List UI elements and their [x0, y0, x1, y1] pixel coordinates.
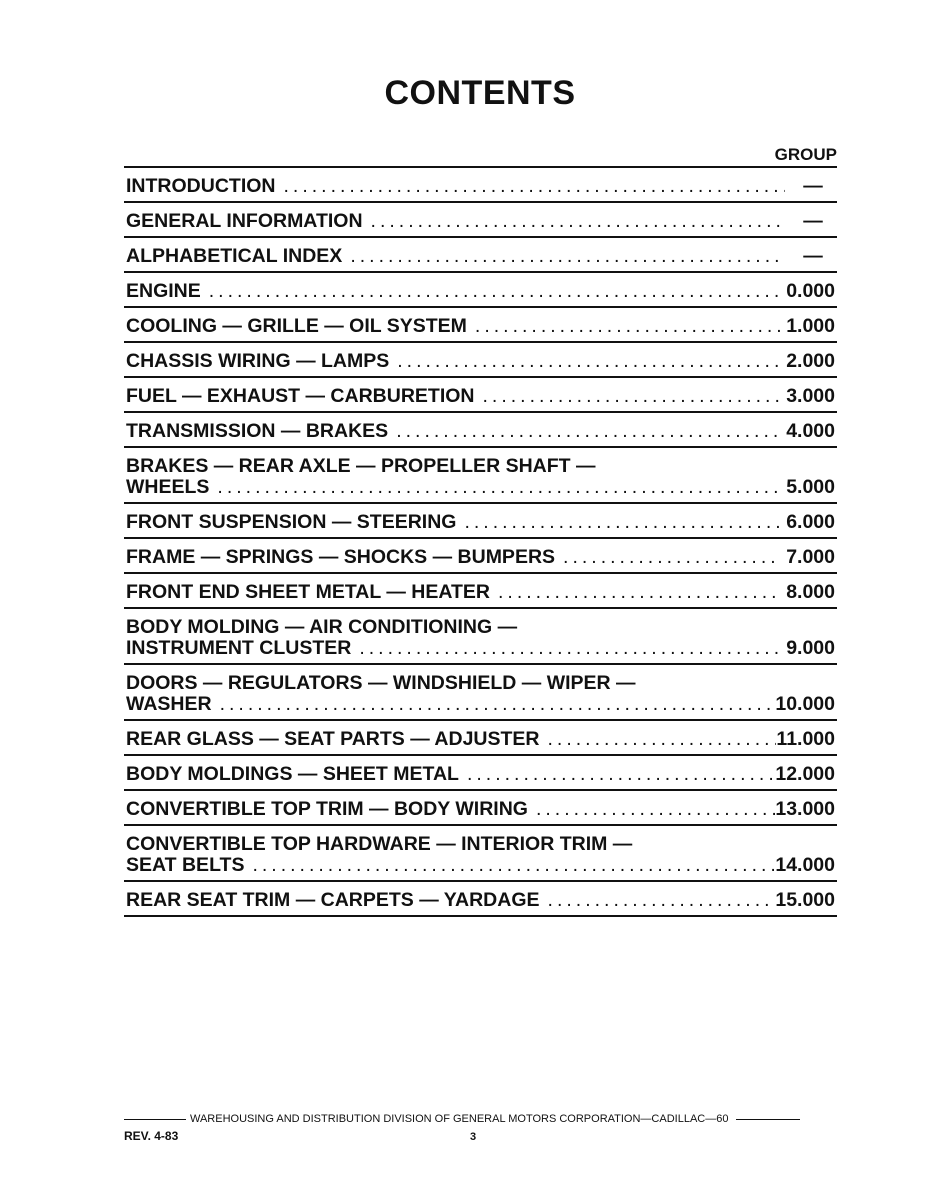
toc-row [124, 824, 837, 880]
dot-leader [397, 351, 781, 372]
toc-entry-line [126, 799, 835, 820]
toc-row [124, 789, 837, 824]
toc-entry-group-number: 8.000 [786, 581, 835, 603]
page-title: CONTENTS [384, 74, 576, 112]
toc-entry-group-number: 1.000 [786, 315, 835, 337]
footer-publisher-line [124, 1113, 837, 1125]
toc-row [124, 537, 837, 572]
toc-entry-line [126, 211, 835, 232]
dot-leader [284, 176, 786, 197]
toc-entry-label: ALPHABETICAL INDEX [126, 245, 343, 267]
dot-leader [252, 855, 775, 876]
toc-entry-line [126, 890, 835, 911]
toc-entry-group-number: 12.000 [775, 763, 835, 785]
dot-leader [563, 547, 781, 568]
toc-row [124, 341, 837, 376]
toc-entry-group-number: 5.000 [786, 476, 835, 498]
toc-entry-group-number: 10.000 [775, 693, 835, 715]
toc-entry-line [126, 477, 835, 498]
toc-entry-label: FRAME — SPRINGS — SHOCKS — BUMPERS [126, 546, 556, 568]
dot-leader [548, 890, 776, 911]
footer-rule-right [736, 1119, 800, 1120]
footer-publisher: WAREHOUSING AND DISTRIBUTION DIVISION OF GENERAL MOTORS CORPORATION—CADILLAC—60 [190, 1113, 729, 1125]
footer-rule-left [124, 1119, 186, 1120]
contents-table [124, 166, 837, 917]
toc-row [124, 663, 837, 719]
toc-entry-first-line: DOORS — REGULATORS — WINDSHIELD — WIPER — [126, 672, 636, 694]
toc-entry-group-number: 0.000 [786, 280, 835, 302]
dot-leader [217, 477, 781, 498]
toc-entry-label: BODY MOLDINGS — SHEET METAL [126, 763, 459, 785]
toc-entry-label: SEAT BELTS [126, 854, 245, 876]
toc-row [124, 306, 837, 341]
toc-row [124, 236, 837, 271]
dot-leader [371, 211, 785, 232]
toc-entry-label: INSTRUMENT CLUSTER [126, 637, 352, 659]
revision-label: REV. 4-83 [124, 1129, 179, 1143]
toc-entry-label: GENERAL INFORMATION [126, 210, 363, 232]
toc-entry-line [126, 281, 835, 302]
toc-entry-line [126, 855, 835, 876]
toc-entry-group-number: 13.000 [775, 798, 835, 820]
toc-row [124, 719, 837, 754]
dot-leader [464, 512, 781, 533]
dot-leader [548, 729, 777, 750]
toc-row [124, 446, 837, 502]
toc-entry-line [126, 512, 835, 533]
toc-entry-label: CHASSIS WIRING — LAMPS [126, 350, 390, 372]
toc-row [124, 376, 837, 411]
toc-entry-group-number: 4.000 [786, 420, 835, 442]
page-number: 3 [470, 1131, 477, 1143]
toc-row [124, 572, 837, 607]
toc-row [124, 166, 837, 201]
toc-entry-first-line: BRAKES — REAR AXLE — PROPELLER SHAFT — [126, 455, 596, 477]
dot-leader [483, 386, 782, 407]
toc-entry-label: CONVERTIBLE TOP TRIM — BODY WIRING [126, 798, 528, 820]
toc-entry-label: REAR GLASS — SEAT PARTS — ADJUSTER [126, 728, 540, 750]
toc-row [124, 880, 837, 917]
toc-entry-group-number: 9.000 [786, 637, 835, 659]
toc-entry-group-number: 3.000 [786, 385, 835, 407]
toc-entry-group-number: 2.000 [786, 350, 835, 372]
toc-entry-group-number: 14.000 [775, 854, 835, 876]
toc-row [124, 502, 837, 537]
toc-entry-group-number: 15.000 [775, 889, 835, 911]
toc-row [124, 411, 837, 446]
toc-row [124, 201, 837, 236]
toc-entry-label: INTRODUCTION [126, 175, 276, 197]
toc-entry-label: FUEL — EXHAUST — CARBURETION [126, 385, 475, 407]
group-column-header: GROUP [774, 145, 837, 164]
toc-entry-group-number: 6.000 [786, 511, 835, 533]
dot-leader [396, 421, 781, 442]
dot-leader [475, 316, 781, 337]
toc-entry-line [126, 547, 835, 568]
dot-leader [350, 246, 785, 267]
toc-entry-label: WHEELS [126, 476, 210, 498]
toc-entry-line [126, 421, 835, 442]
toc-row [124, 271, 837, 306]
toc-entry-line [126, 694, 835, 715]
toc-entry-label: WASHER [126, 693, 212, 715]
dot-leader [220, 694, 776, 715]
toc-entry-group-number: 7.000 [786, 546, 835, 568]
toc-entry-line [126, 386, 835, 407]
toc-entry-label: REAR SEAT TRIM — CARPETS — YARDAGE [126, 889, 540, 911]
dot-leader [536, 799, 775, 820]
toc-entry-first-line: BODY MOLDING — AIR CONDITIONING — [126, 616, 518, 638]
toc-entry-label: ENGINE [126, 280, 201, 302]
dot-leader [359, 638, 781, 659]
dot-leader [209, 281, 781, 302]
toc-entry-line [126, 764, 835, 785]
toc-entry-label: COOLING — GRILLE — OIL SYSTEM [126, 315, 467, 337]
toc-entry-line [126, 176, 835, 197]
toc-entry-group-number: — [803, 175, 823, 197]
toc-entry-first-line: CONVERTIBLE TOP HARDWARE — INTERIOR TRIM — [126, 833, 633, 855]
toc-entry-line [126, 638, 835, 659]
toc-row [124, 607, 837, 663]
dot-leader [467, 764, 775, 785]
dot-leader [498, 582, 781, 603]
toc-entry-group-number: — [803, 210, 823, 232]
toc-entry-label: FRONT SUSPENSION — STEERING [126, 511, 457, 533]
toc-row [124, 754, 837, 789]
toc-entry-group-number: — [803, 245, 823, 267]
toc-entry-line [126, 729, 835, 750]
toc-entry-line [126, 582, 835, 603]
page-footer [124, 1113, 837, 1143]
toc-entry-line [126, 351, 835, 372]
toc-entry-line [126, 246, 835, 267]
toc-entry-label: TRANSMISSION — BRAKES [126, 420, 389, 442]
toc-entry-line [126, 316, 835, 337]
toc-entry-group-number: 11.000 [776, 728, 835, 750]
toc-entry-label: FRONT END SHEET METAL — HEATER [126, 581, 491, 603]
